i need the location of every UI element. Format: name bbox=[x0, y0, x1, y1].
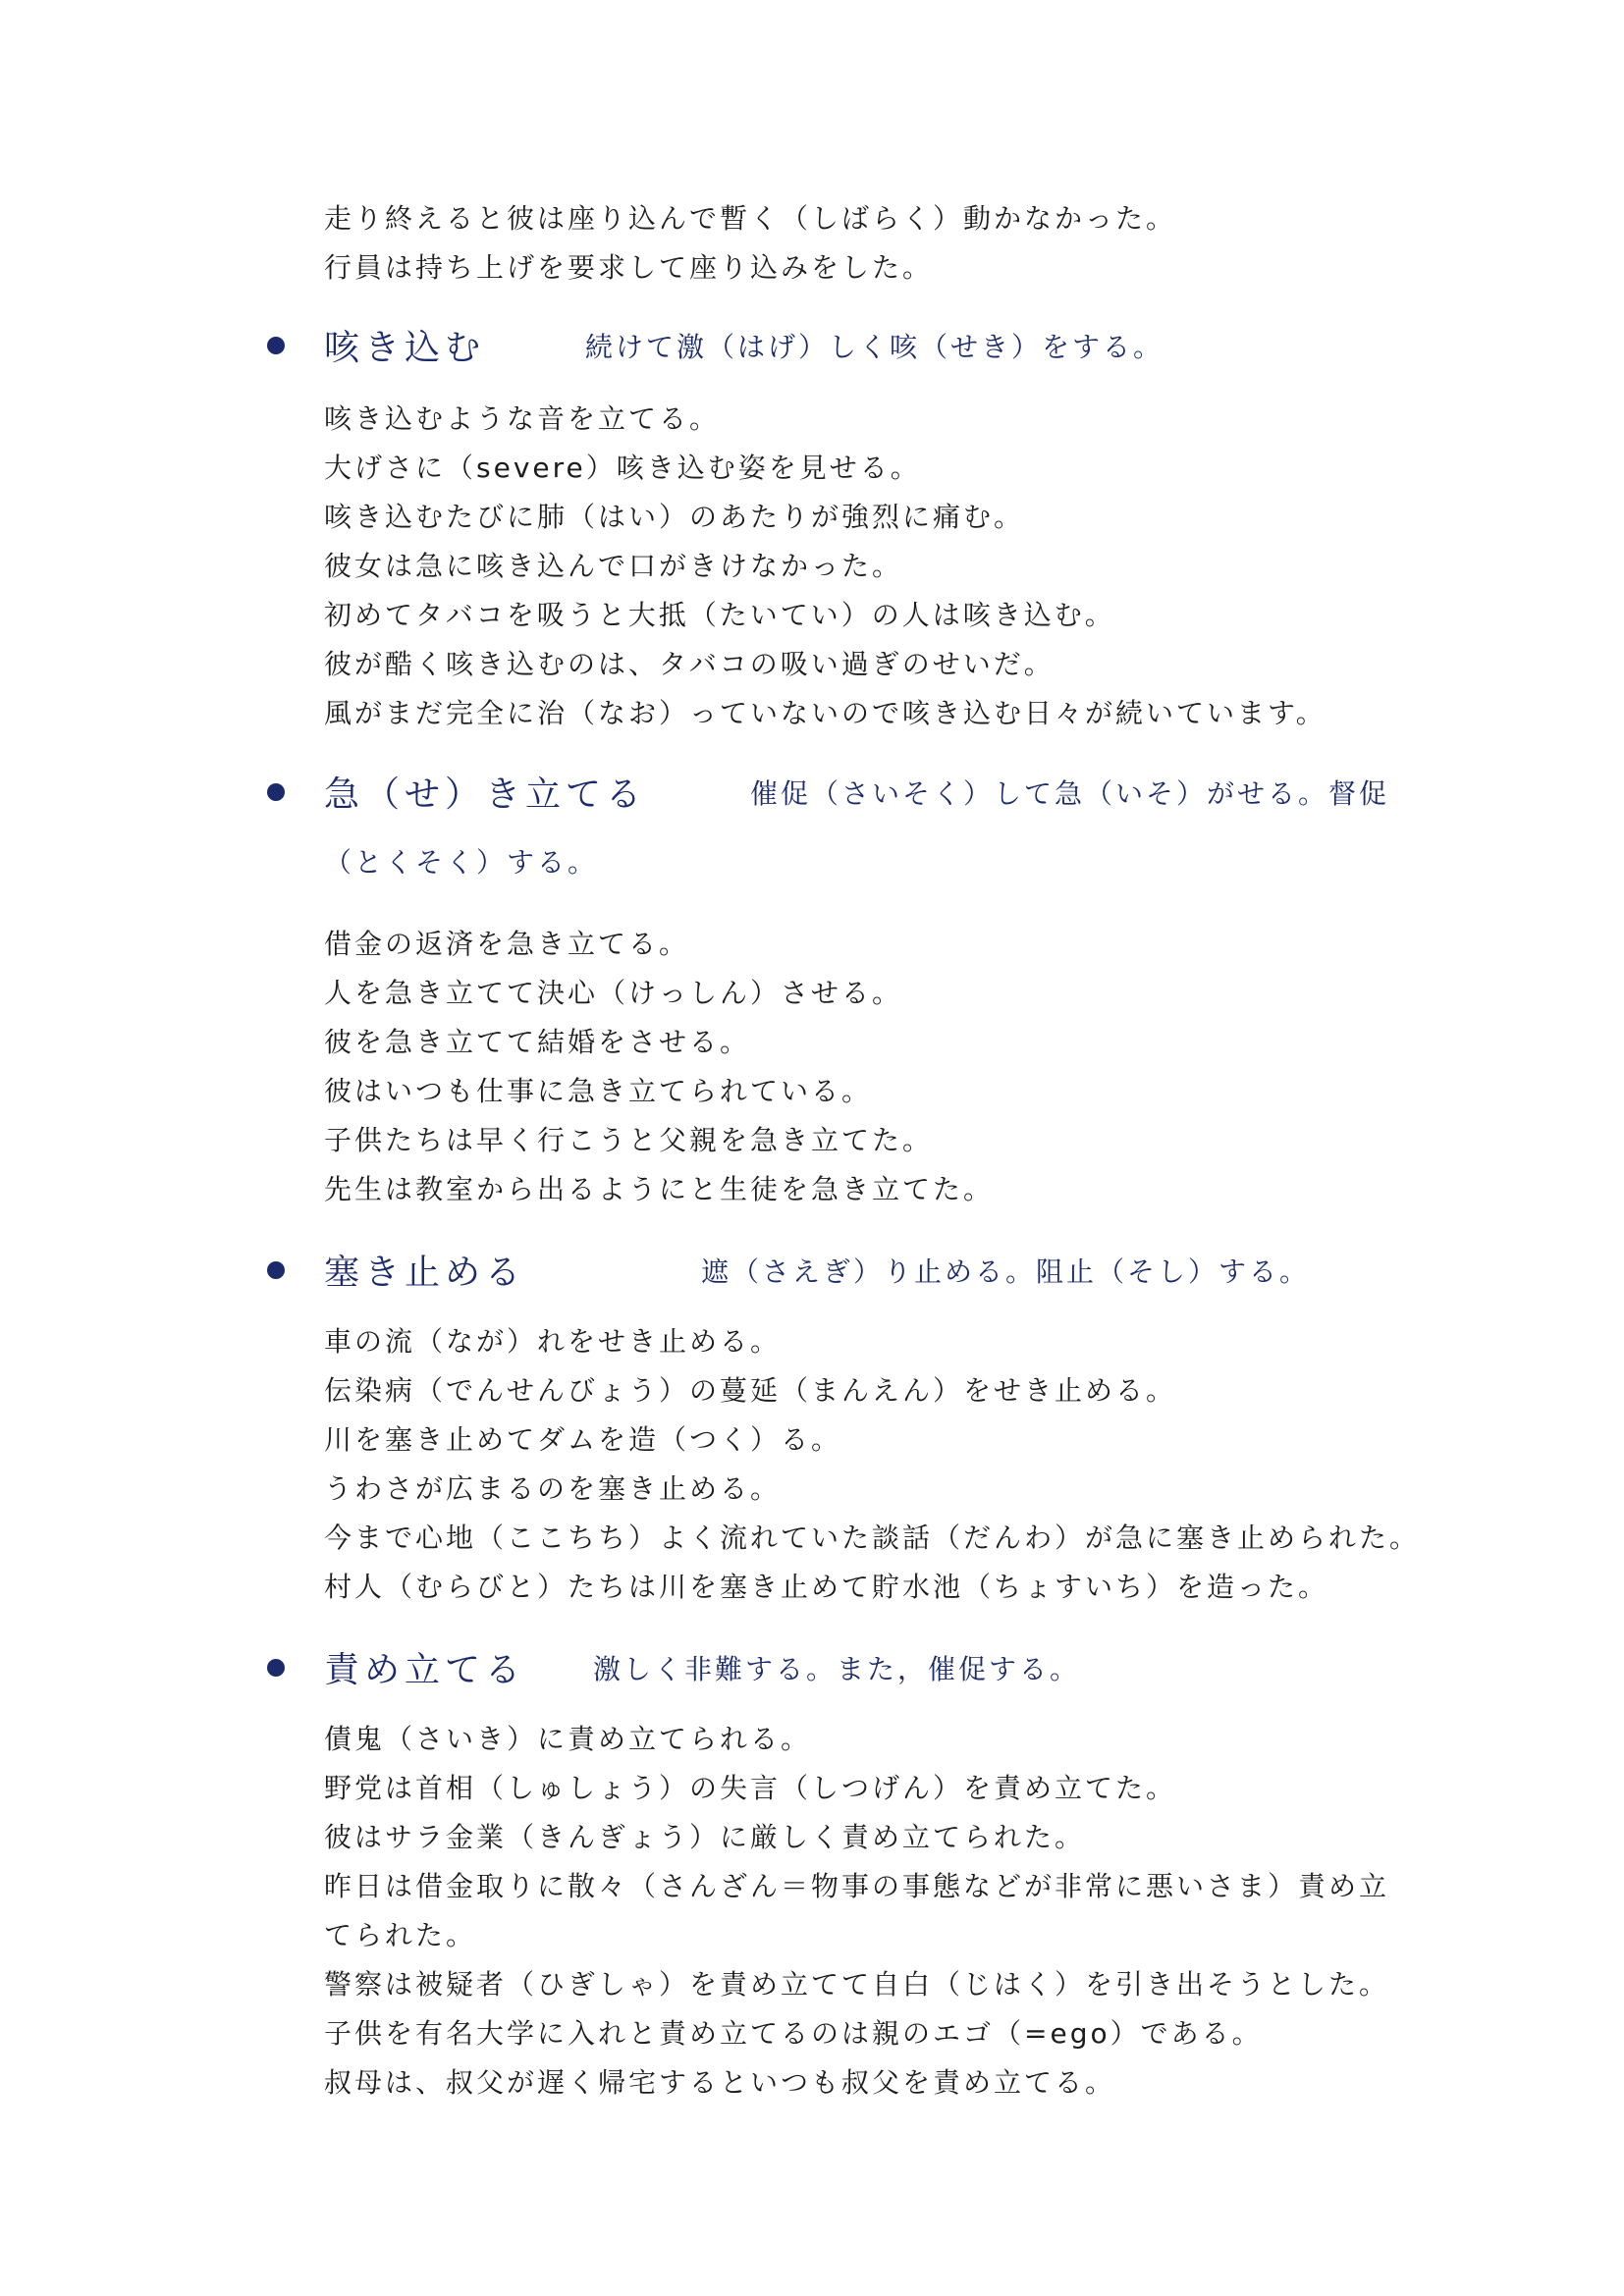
entry-examples bbox=[324, 1715, 1404, 2108]
example-line: 叔母は、叔父が遅く帰宅するといつも叔父を責め立てる。 bbox=[324, 2066, 1116, 2099]
entry-term: 急（せ）き立てる bbox=[324, 774, 647, 815]
bullet-icon bbox=[267, 337, 285, 354]
entry-examples bbox=[324, 1317, 1421, 1612]
example-line: 今まで心地（ここちち）よく流れていた談話（だんわ）が急に塞き止められた。 bbox=[324, 1522, 1421, 1554]
example-line: 走り終えると彼は座り込んで暫く（しばらく）動かなかった。 bbox=[324, 202, 1177, 235]
example-line: 先生は教室から出るようにと生徒を急き立てた。 bbox=[324, 1173, 995, 1205]
bullet-icon bbox=[267, 1659, 285, 1677]
example-line: 伝染病（でんせんびょう）の蔓延（まんえん）をせき止める。 bbox=[324, 1374, 1177, 1407]
example-line: 咳き込むような音を立てる。 bbox=[324, 402, 721, 435]
example-line: 咳き込むたびに肺（はい）のあたりが強烈に痛む。 bbox=[324, 501, 1025, 533]
example-line: 債鬼（さいき）に責め立てられる。 bbox=[324, 1723, 812, 1755]
entry-definition: 催促（さいそく）して急（いそ）がせる。督促 bbox=[750, 777, 1390, 810]
entry-definition: 遮（さえぎ）り止める。阻止（そし）する。 bbox=[701, 1255, 1311, 1288]
example-line: 子供たちは早く行こうと父親を急き立てた。 bbox=[324, 1124, 934, 1156]
bullet-icon bbox=[267, 1261, 285, 1279]
example-line: 彼が酷く咳き込むのは、タバコの吸い過ぎのせいだ。 bbox=[324, 648, 1055, 680]
example-line: 彼を急き立てて結婚をさせる。 bbox=[324, 1026, 751, 1058]
example-line: 川を塞き止めてダムを造（つく）る。 bbox=[324, 1423, 842, 1456]
example-line: 彼はサラ金業（きんぎょう）に厳しく責め立てられた。 bbox=[324, 1821, 1086, 1853]
entry-term: 咳き込む bbox=[324, 328, 486, 368]
example-line: 車の流（なが）れをせき止める。 bbox=[324, 1325, 782, 1358]
entry-examples bbox=[324, 920, 1404, 1214]
example-line: 村人（むらびと）たちは川を塞き止めて貯水池（ちょすいち）を造った。 bbox=[324, 1571, 1329, 1603]
example-line: 彼はいつも仕事に急き立てられている。 bbox=[324, 1075, 873, 1107]
bullet-icon bbox=[267, 783, 285, 801]
example-line: 警察は被疑者（ひぎしゃ）を責め立てて自白（じはく）を引き出そうとした。 bbox=[324, 1968, 1390, 2001]
entry-definition: 続けて激（はげ）しく咳（せき）をする。 bbox=[585, 331, 1164, 363]
entry-examples bbox=[324, 395, 1404, 738]
intro-examples bbox=[324, 194, 1404, 293]
example-line: てられた。 bbox=[324, 1919, 477, 1951]
entry-term: 責め立てる bbox=[324, 1650, 526, 1690]
entry-term: 塞き止める bbox=[324, 1253, 526, 1293]
example-line: 子供を有名大学に入れと責め立てるのは親のエゴ（=ego）である。 bbox=[324, 2017, 1263, 2050]
entry-definition-continued: （とくそく）する。 bbox=[324, 846, 599, 879]
example-line: 大げさに（severe）咳き込む姿を見せる。 bbox=[324, 452, 921, 484]
example-line: 風がまだ完全に治（なお）っていないので咳き込む日々が続いています。 bbox=[324, 697, 1326, 729]
example-line: 借金の返済を急き立てる。 bbox=[324, 928, 690, 960]
entry-definition: 激しく非難する。また，催促する。 bbox=[593, 1653, 1081, 1685]
example-line: 人を急き立てて決心（けっしん）させる。 bbox=[324, 977, 903, 1009]
example-line: 野党は首相（しゅしょう）の失言（しつげん）を責め立てた。 bbox=[324, 1772, 1177, 1804]
example-line: 昨日は借金取りに散々（さんざん＝物事の事態などが非常に悪いさま）責め立 bbox=[324, 1870, 1390, 1902]
example-line: 行員は持ち上げを要求して座り込みをした。 bbox=[324, 251, 934, 284]
example-line: 彼女は急に咳き込んで口がきけなかった。 bbox=[324, 550, 903, 582]
example-line: 初めてタバコを吸うと大抵（たいてい）の人は咳き込む。 bbox=[324, 599, 1115, 631]
example-line: うわさが広まるのを塞き止める。 bbox=[324, 1472, 782, 1505]
